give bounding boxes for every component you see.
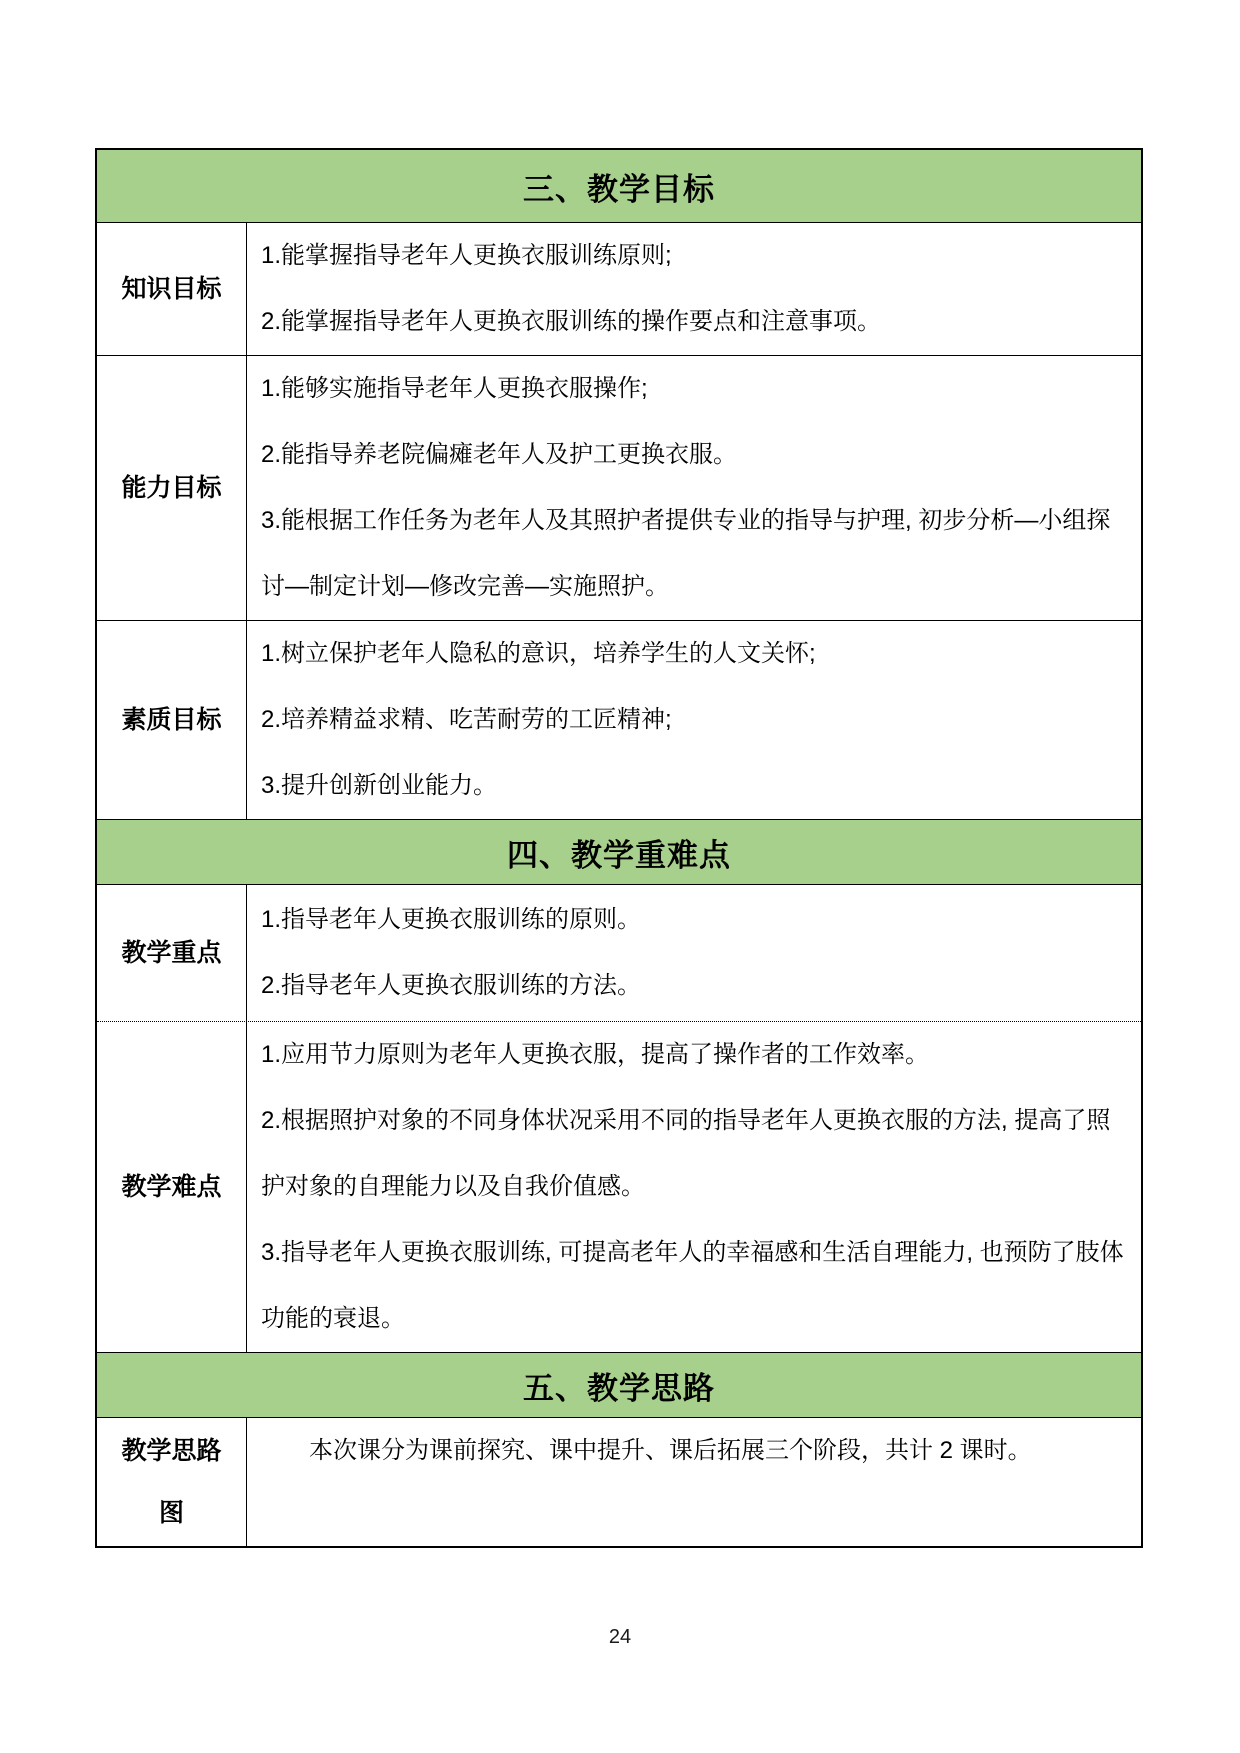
- difficult-point-item: 2.根据照护对象的不同身体状况采用不同的指导老年人更换衣服的方法, 提高了照护对象的自理能力以及自我价值感。: [261, 1107, 1111, 1200]
- row-content-cell: [247, 621, 1141, 819]
- row-label: 教学思路图: [121, 1437, 222, 1527]
- table-row-teaching-key-points: [97, 884, 1141, 1021]
- lesson-plan-table: [95, 148, 1143, 1548]
- row-label-cell: [97, 621, 247, 819]
- objective-item: 2.培养精益求精、吃苦耐劳的工匠精神;: [261, 706, 672, 733]
- row-label-cell: [97, 885, 247, 1021]
- section-title: 三、教学目标: [523, 171, 715, 207]
- row-label: 素质目标: [121, 706, 222, 734]
- row-label-cell: [97, 1022, 247, 1352]
- row-label-cell: [97, 1418, 247, 1546]
- section-title: 四、教学重难点: [507, 837, 731, 873]
- objective-item: 2.能指导养老院偏瘫老年人及护工更换衣服。: [261, 441, 738, 468]
- table-row-teaching-approach-diagram: [97, 1417, 1141, 1546]
- section-header-teaching-objectives: [97, 150, 1141, 222]
- row-label-cell: [97, 356, 247, 620]
- objective-item: 3.能根据工作任务为老年人及其照护者提供专业的指导与护理, 初步分析—小组探讨—制定计划—修改完善—实施照护。: [261, 507, 1111, 600]
- table-row-quality-objectives: [97, 620, 1141, 819]
- row-label: 教学重点: [121, 939, 222, 967]
- section-title: 五、教学思路: [523, 1370, 715, 1406]
- table-row-ability-objectives: [97, 355, 1141, 620]
- objective-item: 2.能掌握指导老年人更换衣服训练的操作要点和注意事项。: [261, 308, 882, 335]
- table-row-teaching-difficult-points: [97, 1021, 1141, 1352]
- table-row-knowledge-objectives: [97, 222, 1141, 355]
- row-content-cell: [247, 223, 1141, 355]
- row-label-cell: [97, 223, 247, 355]
- difficult-point-item: 1.应用节力原则为老年人更换衣服，提高了操作者的工作效率。: [261, 1041, 930, 1068]
- row-label: 知识目标: [121, 275, 222, 303]
- difficult-point-item: 3.指导老年人更换衣服训练, 可提高老年人的幸福感和生活自理能力, 也预防了肢体功能的衰退。: [261, 1239, 1124, 1332]
- row-label: 能力目标: [121, 474, 222, 502]
- section-header-teaching-approach: [97, 1352, 1141, 1417]
- row-content-cell: [247, 356, 1141, 620]
- objective-item: 1.能够实施指导老年人更换衣服操作;: [261, 375, 648, 402]
- row-content-cell: [247, 885, 1141, 1021]
- objective-item: 1.能掌握指导老年人更换衣服训练原则;: [261, 242, 672, 269]
- page-number: 24: [608, 1626, 632, 1648]
- objective-item: 3.提升创新创业能力。: [261, 772, 498, 799]
- row-label: 教学难点: [121, 1173, 222, 1201]
- objective-item: 1.树立保护老年人隐私的意识，培养学生的人文关怀;: [261, 640, 816, 667]
- row-content-cell: [247, 1022, 1141, 1352]
- key-point-item: 1.指导老年人更换衣服训练的原则。: [261, 906, 642, 933]
- row-content-cell: [247, 1418, 1141, 1546]
- approach-text: 本次课分为课前探究、课中提升、课后拓展三个阶段，共计 2 课时。: [309, 1437, 1032, 1464]
- section-header-key-difficult-points: [97, 819, 1141, 884]
- key-point-item: 2.指导老年人更换衣服训练的方法。: [261, 972, 642, 999]
